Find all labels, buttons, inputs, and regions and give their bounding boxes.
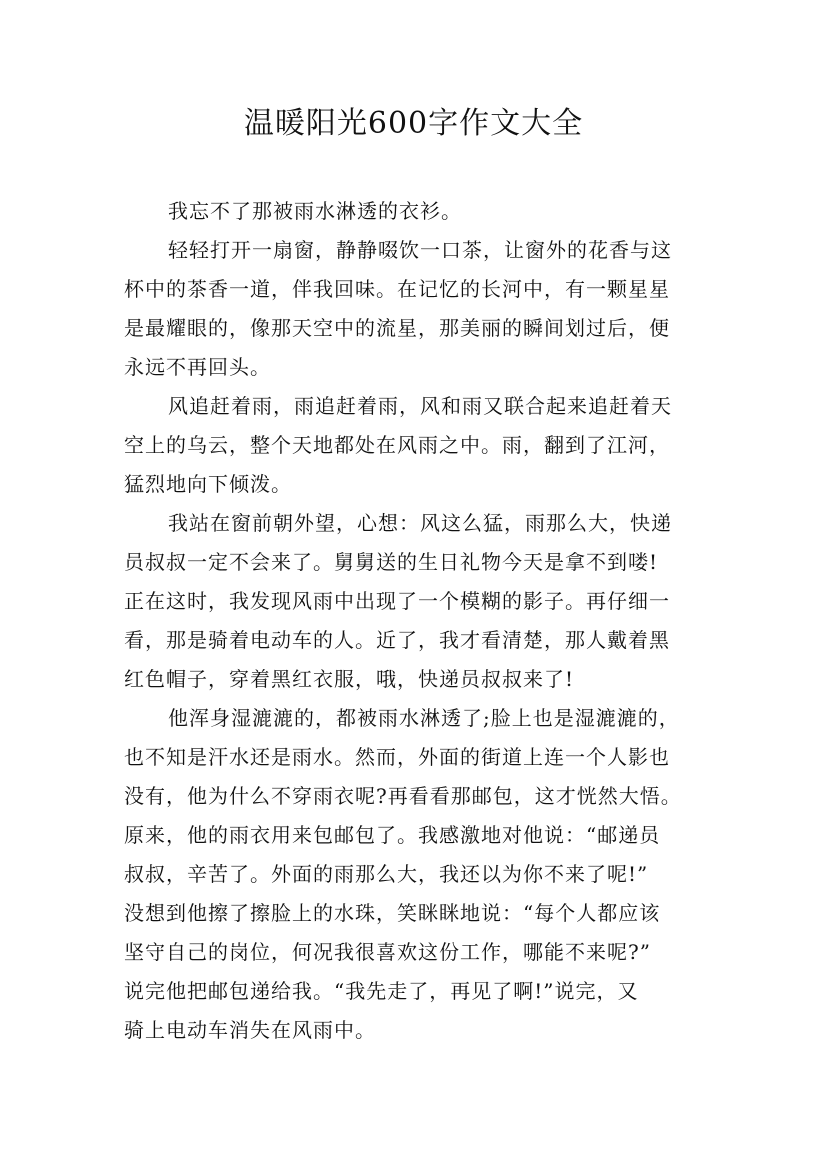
text-line: 风追赶着雨，雨追赶着雨，风和雨又联合起来追赶着天 <box>168 394 672 418</box>
text-line: 我站在窗前朝外望，心想：风这么猛，雨那么大，快递 <box>168 511 672 535</box>
text-line: 没有，他为什么不穿雨衣呢?再看看那邮包，这才恍然大悟。 <box>124 784 682 808</box>
text-line: 没想到他擦了擦脸上的水珠，笑眯眯地说：“每个人都应该 <box>124 901 661 925</box>
text-line: 猛烈地向下倾泼。 <box>124 472 292 496</box>
text-line: 是最耀眼的，像那天空中的流星，那美丽的瞬间划过后，便 <box>124 316 670 340</box>
text-line: 他浑身湿漉漉的，都被雨水淋透了;脸上也是湿漉漉的， <box>168 706 680 730</box>
text-line: 也不知是汗水还是雨水。然而，外面的街道上连一个人影也 <box>124 745 670 769</box>
text-line: 正在这时，我发现风雨中出现了一个模糊的影子。再仔细一 <box>124 589 670 613</box>
text-line: 员叔叔一定不会来了。舅舅送的生日礼物今天是拿不到喽! <box>124 550 659 574</box>
text-line: 原来，他的雨衣用来包邮包了。我感激地对他说：“邮递员 <box>124 823 661 847</box>
text-line: 叔叔，辛苦了。外面的雨那么大，我还以为你不来了呢!” <box>124 862 649 886</box>
paragraph-4 <box>124 504 712 699</box>
text-line: 轻轻打开一扇窗，静静啜饮一口茶，让窗外的花香与这 <box>168 238 672 262</box>
paragraph-5 <box>124 699 712 1050</box>
text-line: 空上的乌云，整个天地都处在风雨之中。雨，翻到了江河， <box>124 433 670 457</box>
text-line: 永远不再回头。 <box>124 355 271 379</box>
text-line: 红色帽子，穿着黑红衣服，哦，快递员叔叔来了! <box>124 667 575 691</box>
paragraph-3 <box>124 387 712 504</box>
text-line: 杯中的茶香一道，伴我回味。在记忆的长河中，有一颗星星 <box>124 277 670 301</box>
text-line: 骑上电动车消失在风雨中。 <box>124 1018 376 1042</box>
text-line: 我忘不了那被雨水淋透的衣衫。 <box>168 199 462 223</box>
text-line: 看，那是骑着电动车的人。近了，我才看清楚，那人戴着黑 <box>124 628 670 652</box>
paragraph-2 <box>124 231 712 387</box>
document-body <box>124 192 712 1050</box>
text-line: 坚守自己的岗位，何况我很喜欢这份工作，哪能不来呢?” <box>124 940 651 964</box>
text-line: 说完他把邮包递给我。“我先走了，再见了啊!”说完，又 <box>124 979 639 1003</box>
document-title: 温暖阳光600字作文大全 <box>243 106 584 141</box>
paragraph-1 <box>124 192 712 231</box>
